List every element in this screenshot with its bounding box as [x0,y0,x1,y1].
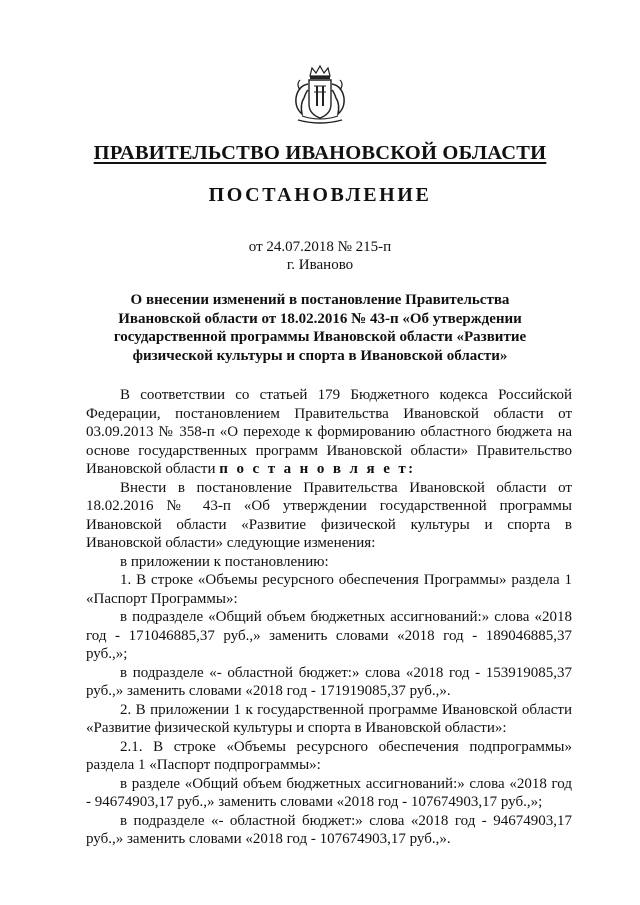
document-body [86,386,572,849]
body-paragraph: Внести в постановление Правительства Ивановской области от 18.02.2016 № 43-п «Об утверждении государственной программы Ивановской области «Развитие физической культуры и спорта в Ивановской области» следующие изменения: [86,479,572,551]
city: г. Иваново [286,257,354,273]
body-paragraph: 1. В строке «Объемы ресурсного обеспечения Программы» раздела 1 «Паспорт Программы»: [86,572,572,607]
coat-of-arms-emblem [290,64,350,126]
document-type: ПОСТАНОВЛЕНИЕ [208,184,432,206]
title-line: государственной программы Ивановской области «Развитие [113,329,527,346]
organization-name: ПРАВИТЕЛЬСТВО ИВАНОВСКОЙ ОБЛАСТИ [93,142,547,164]
date-number: от 24.07.2018 № 215-п [248,239,392,255]
date-and-place [0,238,640,274]
body-paragraph: 2. В приложении 1 к государственной программе Ивановской области «Развитие физической культуры и спорта в Ивановской области»: [86,701,572,736]
body-paragraph: в приложении к постановлению: [120,553,329,570]
body-paragraph: в разделе «Общий объем бюджетных ассигнований:» слова «2018 год - 94674903,17 руб.,» заменить словами «2018 год - 107674903,17 руб.,»; [86,775,572,810]
body-paragraph: в подразделе «- областной бюджет:» слова «2018 год - 94674903,17 руб.,» заменить словами «2018 год - 107674903,17 руб.,». [86,812,572,847]
body-paragraph: 2.1. В строке «Объемы ресурсного обеспечения подпрограммы» раздела 1 «Паспорт подпрограммы»: [86,738,572,773]
body-paragraph: в подразделе «- областной бюджет:» слова «2018 год - 153919085,37 руб.,» заменить словами «2018 год - 171919085,37 руб.,». [86,664,572,699]
title-line: Ивановской области от 18.02.2016 № 43-п «Об утверждении [118,310,522,327]
title-line: О внесении изменений в постановление Правительства [130,292,510,308]
body-paragraph: в подразделе «Общий объем бюджетных ассигнований:» слова «2018 год - 171046885,37 руб.,» заменить словами «2018 год - 189046885,37 руб.,»; [86,609,572,662]
preamble-text: В соответствии со статьей 179 Бюджетного кодекса Российской Федерации, постановлением Правительства Ивановской области от 03.09.2013 № 358-п «О переходе к формированию областного бюджета на основе государственных программ Ивановской области» Правительство Ивановской области [86,387,572,477]
preamble-paragraph [86,386,572,479]
document-title [95,291,545,365]
resolves-word: п о с т а н о в л я е т: [219,461,416,477]
title-line: физической культуры и спорта в Ивановской области» [132,347,508,364]
